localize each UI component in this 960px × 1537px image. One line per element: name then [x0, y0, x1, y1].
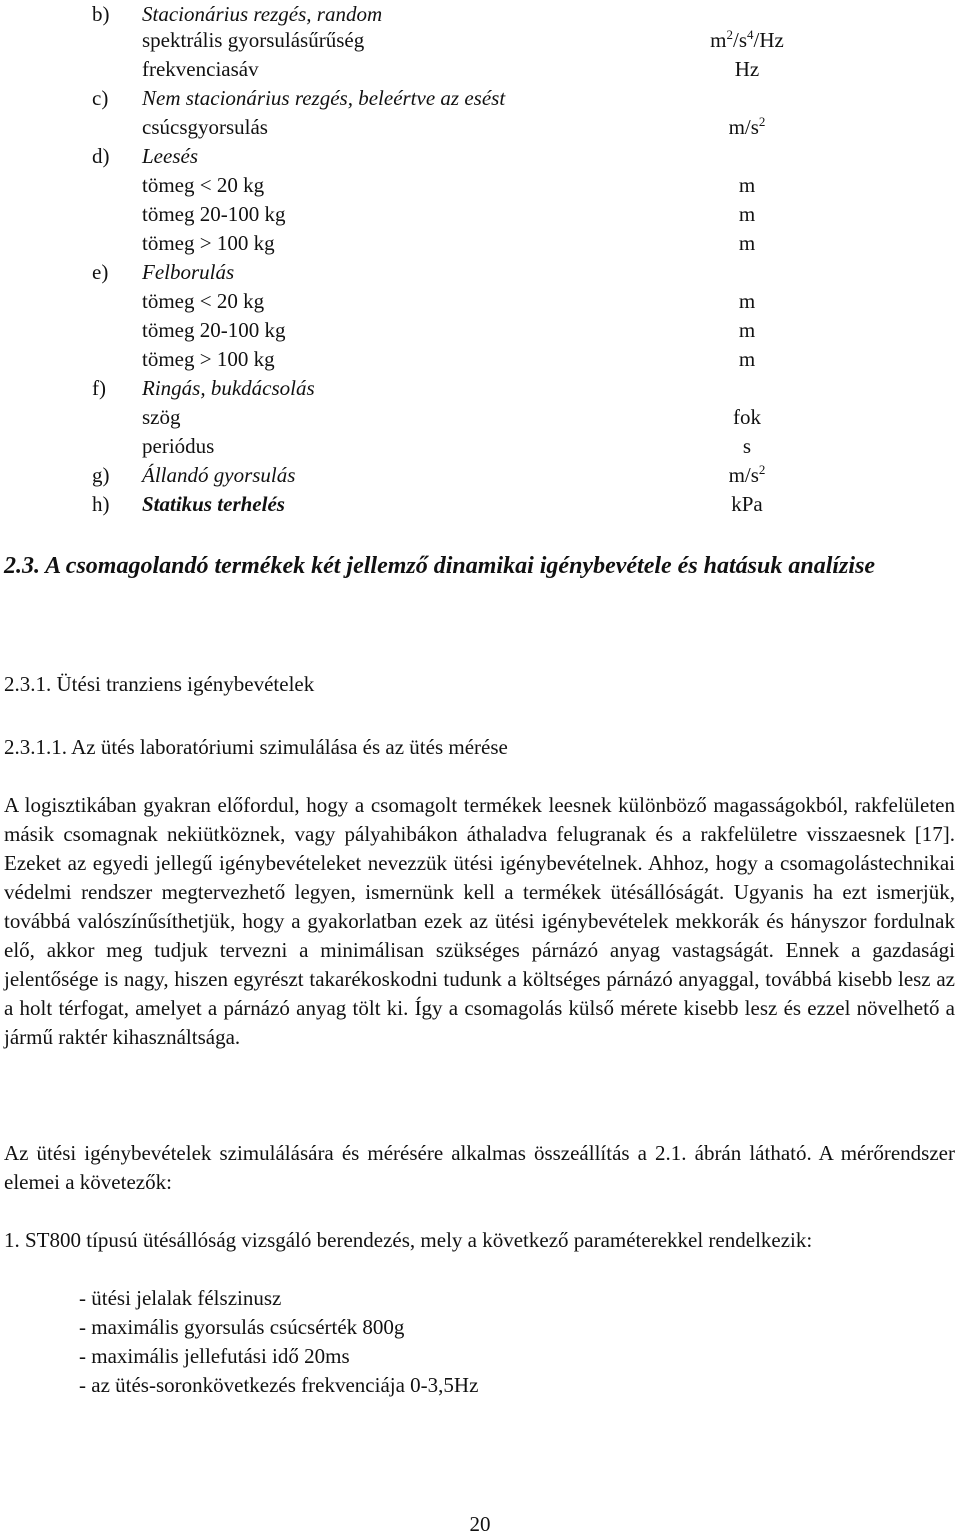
item-label: d): [92, 144, 110, 168]
unit: s: [742, 434, 752, 458]
list-item: - ütési jelalak félszinusz: [79, 1286, 282, 1310]
item-title: Ringás, bukdácsolás: [142, 376, 315, 400]
item-label: f): [92, 376, 106, 400]
paragraph-3: 1. ST800 típusú ütésállóság vizsgáló berendezés, mely a következő paraméterekkel rendelkezik:: [4, 1228, 813, 1252]
sub-label: szög: [142, 405, 181, 429]
item-title: Stacionárius rezgés, random: [142, 2, 383, 26]
paragraph-2: Az ütési igénybevételek szimulálására és mérésére alkalmas összeállítás a 2.1. ábrán látható. A mérőrendszer elemei a követezők:: [4, 1141, 955, 1194]
item-title: Leesés: [142, 144, 198, 168]
item-label: h): [92, 492, 110, 516]
unit: m: [738, 289, 756, 313]
section-heading: 2.3. A csomagolandó termékek két jellemző dinamikai igénybevétele és hatásuk analízise: [4, 553, 876, 579]
item-title: Statikus terhelés: [142, 492, 285, 516]
sub-label: tömeg > 100 kg: [142, 347, 275, 371]
unit: m: [738, 347, 756, 371]
paragraph-1: A logisztikában gyakran előfordul, hogy a csomagolt termékek leesnek különböző magasságokból, rakfelületen másik csomagnak nekiütköznek, vagy pályahibákon áthaladva felugranak és a rakfelületre visszaesnek [17]. Ezeket az egyedi jellegű igénybevételeket nevezzük ütési igénybevételnek. Ahhoz, hogy a csomagolástechnikai védelmi rendszer megtervezhető legyen, ismernünk kell a termékek ütésállóságát. Ugyanis ha ezt ismerjük, továbbá valószínűsíthetjük, hogy a gyakorlatban ezek az ütési igénybevételek mekkorák és hányszor fordulnak elő, akkor meg tudjuk tervezni a minimálisan szükséges párnázó anyag vastagságát. Ennek a gazdasági jelentősége is nagy, hiszen egyrészt takarékoskodni tudunk a költséges párnázó anyaggal, továbbá kisebb lesz az a holt térfogat, amelyet a párnázó anyag tölt ki. Így a csomagolás külső mérete kisebb lesz és ezzel növelhető a jármű raktér kihasználtsága.: [4, 793, 955, 1049]
list-item: - maximális gyorsulás csúcsérték 800g: [79, 1315, 405, 1339]
item-label: b): [92, 2, 110, 26]
subsection-heading: 2.3.1. Ütési tranziens igénybevételek: [4, 672, 315, 696]
unit: $m/s^2$: [728, 114, 766, 139]
item-label: e): [92, 260, 109, 284]
unit: $m/s^2$: [728, 462, 766, 487]
sub-label: tömeg 20-100 kg: [142, 318, 286, 342]
unit: m: [738, 202, 756, 226]
sub-label: tömeg < 20 kg: [142, 289, 265, 313]
parameter-list: [79, 1284, 478, 1400]
item-title: Nem stacionárius rezgés, beleértve az esést: [142, 86, 506, 110]
list-item: - az ütés-soronkövetkezés frekvenciája 0-3,5Hz: [79, 1373, 479, 1397]
unit: m: [738, 173, 756, 197]
unit: m: [738, 231, 756, 255]
unit: fok: [733, 405, 761, 429]
unit: $m^2/s^4/Hz$: [710, 27, 784, 52]
item-label: g): [92, 463, 110, 487]
sub-label: periódus: [142, 434, 215, 458]
list-item: - maximális jellefutási idő 20ms: [79, 1344, 350, 1368]
item-title: Állandó gyorsulás: [142, 463, 296, 487]
unit: Hz: [734, 57, 760, 81]
subsubsection-heading: 2.3.1.1. Az ütés laboratóriumi szimulálása és az ütés mérése: [4, 735, 508, 759]
page-number: 20: [469, 1512, 491, 1536]
item-label: c): [92, 86, 109, 110]
unit: m: [738, 318, 756, 342]
sub-label: tömeg > 100 kg: [142, 231, 275, 255]
sub-label: tömeg < 20 kg: [142, 173, 265, 197]
sub-label: csúcsgyorsulás: [142, 115, 268, 139]
sub-label: tömeg 20-100 kg: [142, 202, 286, 226]
sub-label: spektrális gyorsulásűrűség: [142, 28, 365, 52]
item-title: Felborulás: [142, 260, 235, 284]
sub-label: frekvenciasáv: [142, 57, 259, 81]
unit: kPa: [731, 492, 763, 516]
